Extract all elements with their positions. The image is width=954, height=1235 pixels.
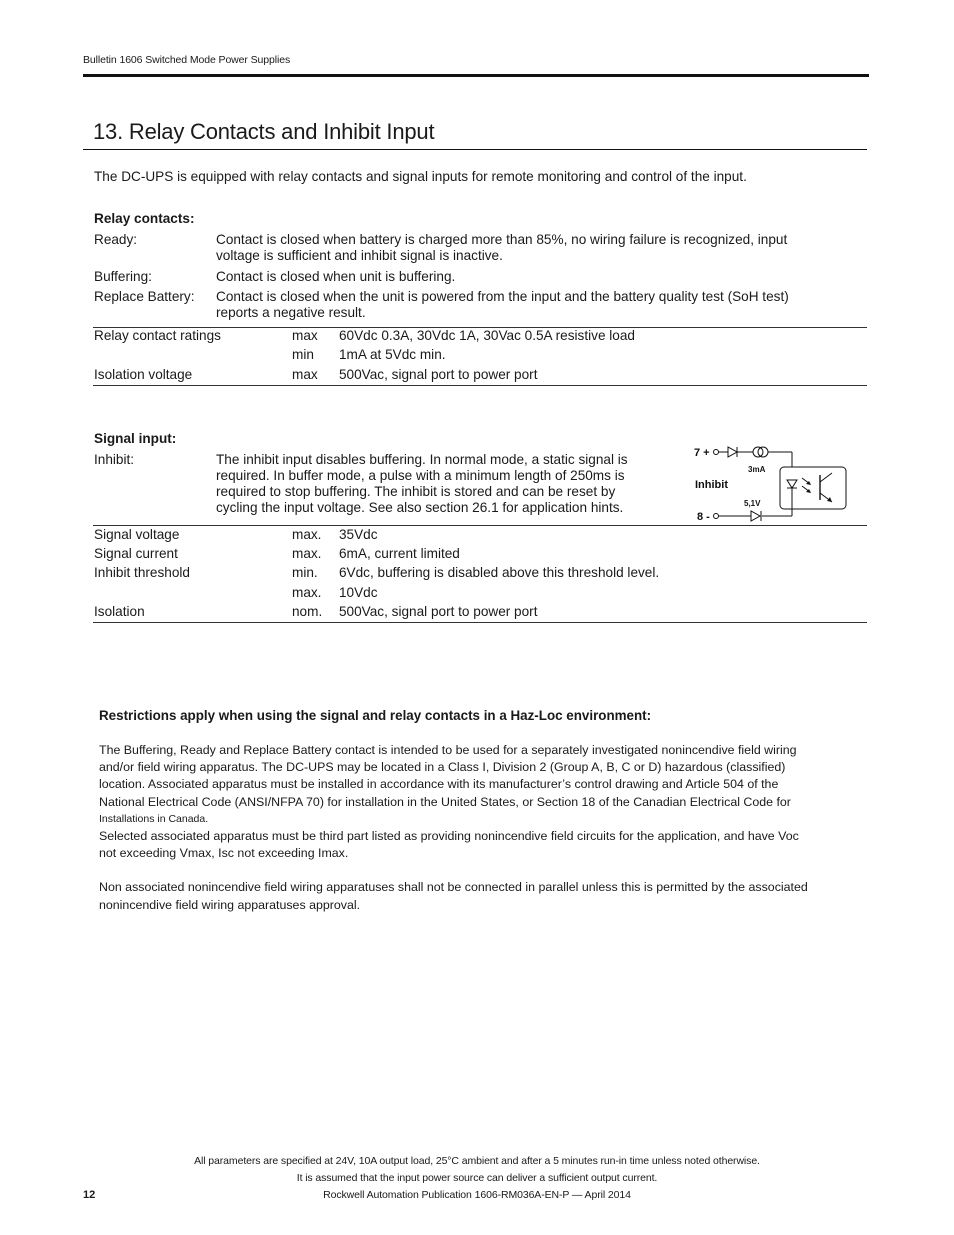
relay-heading: Relay contacts:: [94, 211, 195, 226]
running-header: Bulletin 1606 Switched Mode Power Supplies: [83, 54, 291, 66]
table-qualifier: min.: [292, 565, 318, 580]
signal-item-label: Inhibit:: [94, 452, 135, 467]
table-param: Signal current: [94, 546, 178, 561]
terminal-icon: [714, 450, 719, 455]
table-value: 10Vdc: [339, 585, 378, 600]
hazloc-line: Non associated nonincendive field wiring apparatuses shall not be connected in parallel unless this is permitted by the associated: [99, 880, 808, 895]
page-number: 12: [83, 1189, 96, 1201]
table-value: 6mA, current limited: [339, 546, 460, 561]
hazloc-line: location. Associated apparatus must be installed in accordance with its manufacturer’s control drawing and Article 504 of the: [99, 777, 779, 792]
table-qualifier: max: [292, 367, 318, 382]
table-value: 60Vdc 0.3A, 30Vdc 1A, 30Vac 0.5A resistive load: [339, 328, 635, 343]
terminal-icon: [714, 514, 719, 519]
hazloc-line: not exceeding Vmax, Isc not exceeding Imax.: [99, 846, 349, 861]
intro-paragraph: The DC-UPS is equipped with relay contacts and signal inputs for remote monitoring and control of the input.: [94, 169, 747, 184]
relay-item-label: Replace Battery:: [94, 289, 195, 304]
zener-label: 5,1V: [744, 499, 761, 508]
hazloc-paragraph: [99, 742, 808, 914]
pin-plus-label: 7 +: [694, 447, 710, 459]
table-qualifier: max: [292, 328, 318, 343]
hazloc-line: The Buffering, Ready and Replace Battery contact is intended to be used for a separately investigated nonincendive field wiring: [99, 743, 797, 757]
hazloc-line: and/or field wiring apparatus. The DC-UPS may be located in a Class I, Division 2 (Group A, B, C or D) hazardous (classified): [99, 760, 786, 775]
title-rule: [83, 149, 867, 150]
signal-item-desc: cycling the input voltage. See also section 26.1 for application hints.: [216, 500, 624, 515]
relay-item-label: Ready:: [94, 232, 138, 247]
hazloc-line: nonincendive field wiring apparatuses approval.: [99, 897, 361, 912]
relay-item-desc: voltage is sufficient and inhibit signal is inactive.: [216, 248, 503, 263]
hazloc-line: Selected associated apparatus must be third part listed as providing nonincendive field circuits for the application, and have Voc: [99, 829, 799, 844]
signal-item-desc: The inhibit input disables buffering. In normal mode, a static signal is: [216, 452, 628, 467]
section-title: 13. Relay Contacts and Inhibit Input: [93, 119, 435, 144]
current-label: 3mA: [748, 465, 766, 474]
diode-icon: [728, 447, 737, 457]
table-param: Inhibit threshold: [94, 565, 190, 580]
relay-item-label: Buffering:: [94, 269, 152, 284]
table-rule: [93, 622, 867, 623]
circuit-svg: [690, 440, 860, 530]
publication-info: Rockwell Automation Publication 1606-RM036A-EN-P — April 2014: [323, 1189, 631, 1201]
pin-minus-label: 8 -: [697, 511, 710, 523]
table-value: 35Vdc: [339, 527, 378, 542]
signal-item-desc: required. In buffer mode, a pulse with a minimum length of 250ms is: [216, 468, 625, 483]
inhibit-label: Inhibit: [695, 479, 728, 491]
signal-heading: Signal input:: [94, 431, 177, 446]
relay-item-desc: Contact is closed when battery is charged more than 85%, no wiring failure is recognized, input: [216, 232, 788, 247]
table-qualifier: min: [292, 347, 314, 362]
table-rule: [93, 385, 867, 386]
relay-item-desc: Contact is closed when unit is buffering.: [216, 269, 456, 284]
table-qualifier: max.: [292, 585, 322, 600]
table-value: 500Vac, signal port to power port: [339, 367, 538, 382]
table-param: Isolation voltage: [94, 367, 193, 382]
table-qualifier: nom.: [292, 604, 323, 619]
hazloc-line: National Electrical Code (ANSI/NFPA 70) for installation in the United States, or Section 18 of the Canadian Electrical Code for: [99, 794, 791, 809]
table-value: 6Vdc, buffering is disabled above this threshold level.: [339, 565, 660, 580]
table-qualifier: max.: [292, 527, 322, 542]
table-value: 500Vac, signal port to power port: [339, 604, 538, 619]
relay-item-desc: Contact is closed when the unit is powered from the input and the battery quality test (SoH test): [216, 289, 789, 304]
footer-note: All parameters are specified at 24V, 10A output load, 25°C ambient and after a 5 minutes run-in time unless noted otherwise.: [194, 1155, 760, 1167]
footer-note: It is assumed that the input power source can deliver a sufficient output current.: [296, 1172, 658, 1184]
table-param: Isolation: [94, 604, 145, 619]
relay-item-desc: reports a negative result.: [216, 305, 366, 320]
hazloc-heading: Restrictions apply when using the signal and relay contacts in a Haz-Loc environment:: [99, 708, 652, 723]
table-param: Signal voltage: [94, 527, 180, 542]
table-qualifier: max.: [292, 546, 322, 561]
inhibit-circuit-diagram: [690, 440, 860, 535]
table-param: Relay contact ratings: [94, 328, 221, 343]
hazloc-line: Installations in Canada.: [99, 812, 209, 825]
header-rule: [83, 74, 869, 77]
table-rule: [93, 525, 867, 526]
signal-item-desc: required to stop buffering. The inhibit is stored and can be reset by: [216, 484, 616, 499]
table-value: 1mA at 5Vdc min.: [339, 347, 446, 362]
